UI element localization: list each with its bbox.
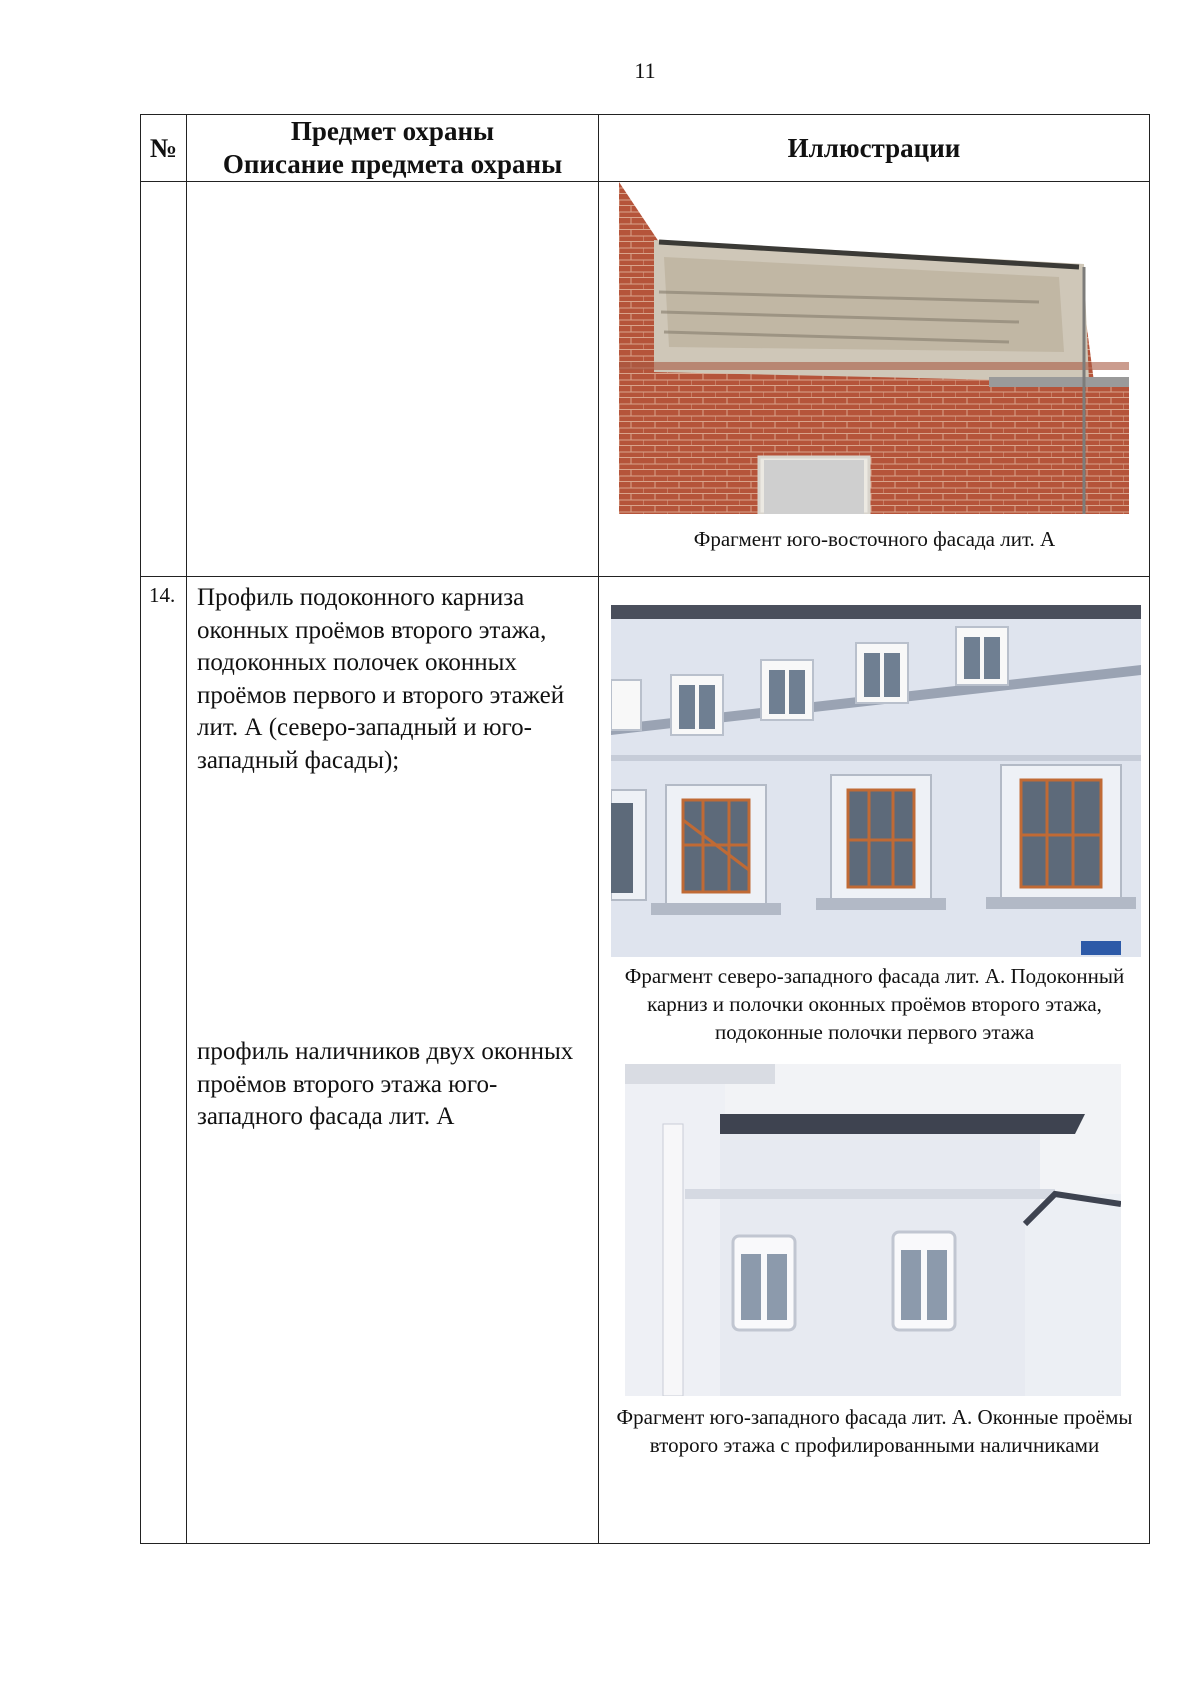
table-row bbox=[141, 577, 1150, 1544]
protection-subject-table bbox=[140, 114, 1150, 1544]
row-illustrations bbox=[599, 577, 1150, 1544]
row-description bbox=[187, 182, 599, 577]
row-description bbox=[187, 577, 599, 1544]
description-windowsill-cornice: Профиль подоконного карниза оконных проёмов второго этажа, подоконных полочек оконных проёмов первого и второго этажей лит. А (северо-западный и юго-западный фасады); bbox=[197, 584, 565, 774]
table-header-row bbox=[141, 115, 1150, 182]
photo-southeast-facade bbox=[619, 182, 1129, 514]
description-window-trims: профиль наличников двух оконных проёмов второго этажа юго-западного фасада лит. А bbox=[197, 1038, 574, 1130]
page-number: 11 bbox=[634, 58, 656, 83]
row-num bbox=[141, 182, 187, 577]
photo-southwest-facade bbox=[625, 1064, 1121, 1396]
photo-caption: Фрагмент юго-восточного фасада лит. А bbox=[693, 527, 1056, 551]
photo-caption: Фрагмент северо-западного фасада лит. А. Подоконный карниз и полочки оконных проёмов второго этажа, подоконные полочки первого этажа bbox=[624, 964, 1125, 1044]
row-num: 14. bbox=[141, 577, 187, 1544]
photo-northwest-facade bbox=[611, 605, 1141, 957]
header-subject-title: Предмет охраны bbox=[290, 116, 495, 146]
header-subject-description: Описание предмета охраны bbox=[222, 149, 563, 179]
header-illustrations: Иллюстрации bbox=[599, 115, 1150, 182]
header-num: № bbox=[141, 115, 187, 182]
row-illustrations bbox=[599, 182, 1150, 577]
photo-caption: Фрагмент юго-западного фасада лит. А. Оконные проёмы второго этажа с профилированными наличниками bbox=[616, 1405, 1133, 1457]
table-row bbox=[141, 182, 1150, 577]
header-subject bbox=[187, 115, 599, 182]
